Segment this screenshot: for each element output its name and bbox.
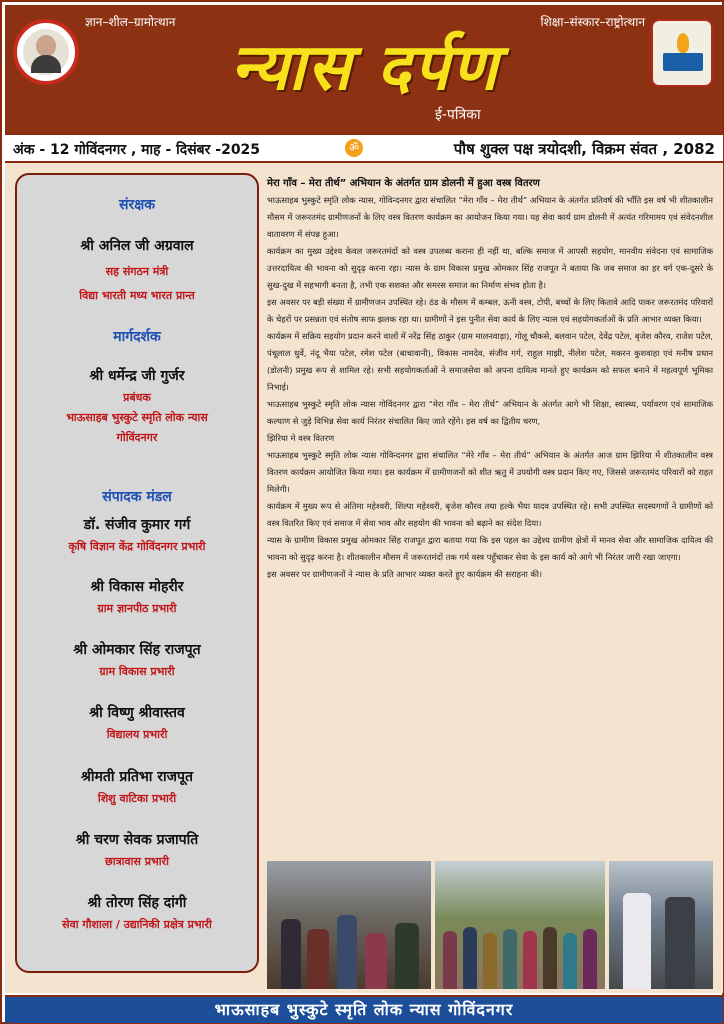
masthead	[5, 5, 723, 133]
om-icon: ॐ	[345, 139, 363, 157]
member-name: श्री ओमकार सिंह राजपूत	[73, 642, 201, 658]
footer-text: भाऊसाहब भुस्कुटे स्मृति लोक न्यास गोविंदनगर	[214, 1000, 514, 1019]
member-1	[17, 515, 257, 554]
main-article	[267, 175, 713, 845]
editorial-sidebar	[15, 173, 259, 973]
member-4	[17, 703, 257, 742]
editorial-heading: संपादक मंडल	[102, 489, 172, 505]
member-name: डॉ. संजीव कुमार गर्ग	[83, 517, 191, 533]
guide-section	[17, 327, 257, 445]
guide-role: प्रबंधक	[123, 391, 151, 404]
article-paragraph: कार्यक्रम में मुख्य रूप से अंतिमा महेश्वरी, शिल्पा महेश्वरी, बृजेश कौरव तथा हल्के भैया यादव उपस्थित रहे। सभी उपस्थित सदस्यगणों ने ग्रामीणों को वस्त्र वितरित किए एवं समाज में सेवा भाव और सहयोग की भावना को बढ़ाने का संदेश दिया।	[267, 501, 713, 528]
article-paragraph: कार्यक्रम का मुख्य उद्देश्य केवल जरूरतमंदों को वस्त्र उपलब्ध कराना ही नहीं था, बल्कि समाज में आपसी सहयोग, मानवीय संवेदना एवं सामाजिक उत्तरदायित्व की भावना को सुदृढ़ करना रहा। न्यास के ग्राम विकास प्रमुख ओमकार सिंह राजपूत ने बताया कि जब समाज का हर वर्ग एक-दूसरे के सुख-दुख में सहभागी बनता है, तभी एक सशक्त और समरस समाज का निर्माण संभव होता है।	[267, 246, 713, 290]
member-role: शिशु वाटिका प्रभारी	[97, 792, 177, 805]
member-7	[17, 893, 257, 932]
trust-logo	[13, 19, 79, 85]
member-role: कृषि विज्ञान केंद्र गोविंदनगर प्रभारी	[68, 540, 206, 553]
guide-heading: मार्गदर्शक	[113, 329, 161, 345]
member-role: छात्रावास प्रभारी	[105, 855, 169, 868]
article-paragraph: कार्यक्रम में सक्रिय सहयोग प्रदान करने वालों में नरेंद्र सिंह ठाकुर (ग्राम मालनवाड़ा), गोलू चौकसे, बलवान पटेल, देवेंद्र पटेल, बृजेश कौरव, राजेश पटेल, पंचूलाल धुर्वे, नंदू भैया पटेल, रमेश पटेल (बाचावानी), विकास नामदेव, संजीव गर्ग, राहुल माझी, नीलेश पटेल, मकरन कुशवाहा एवं मनीष प्रधान (डोलनी) प्रमुख रूप से शामिल रहे। सभी सहयोगकर्ताओं ने समाजसेवा को अपना दायित्व मानते हुए कार्यक्रम को सफल बनाने में महत्वपूर्ण भूमिका निभाई।	[267, 331, 713, 392]
patron-role: सह संगठन मंत्री	[105, 265, 169, 278]
guide-org: भाऊसाहब भुस्कुटे स्मृति लोक न्यास	[66, 411, 208, 424]
article-paragraph: भाऊसाहब भुस्कुटे स्मृति लोक न्यास गोविन्दनगर द्वारा संचालित “मेरे गाँव – मेरा तीर्थ” अभियान के अंतर्गत आज ग्राम झिरिया में शीतकालीन वस्त्र वितरण कार्यक्रम आयोजित किया गया। इस कार्यक्रम में ग्रामीणजनों को शीत ऋतु में उपयोगी वस्त्र प्रदान किए गए, जिससे जरूरतमंद परिवारों को राहत मिलेगी।	[267, 450, 713, 494]
left-tagline: ज्ञान–शील–ग्रामोत्थान	[85, 15, 176, 29]
member-name: श्री विकास मोहरीर	[90, 579, 184, 595]
article-paragraph: न्यास के ग्रामीण विकास प्रमुख ओमकार सिंह राजपूत द्वारा बताया गया कि इस पहल का उद्देश्य ग्रामीण क्षेत्रों में मानव सेवा और सामाजिक दायित्व की भावना को सुदृढ़ करना है। शीतकालीन मौसम में जरूरतमंदों तक गर्म वस्त्र पहुँचाकर सेवा के इस कार्य को आगे भी निरंतर जारी रखा जाएगा।	[267, 535, 713, 562]
editorial-heading-block	[17, 487, 257, 506]
event-photo-speech	[609, 861, 713, 989]
portrait-face-icon	[36, 35, 56, 57]
guide-place: गोविंदनगर	[116, 431, 158, 444]
member-role: सेवा गौशाला / उद्यानिकी प्रक्षेत्र प्रभारी	[62, 918, 212, 931]
patron-org: विद्या भारती मध्य भारत प्रान्त	[79, 289, 195, 302]
patron-name: श्री अनिल जी अग्रवाल	[80, 238, 194, 254]
newsletter-title: न्यास दर्पण	[230, 31, 500, 105]
patron-section	[17, 195, 257, 303]
right-tagline: शिक्षा–संस्कार–राष्ट्रोत्थान	[540, 15, 645, 29]
footer-banner	[5, 995, 723, 1023]
member-6	[17, 830, 257, 869]
member-3	[17, 640, 257, 679]
issue-number-date: अंक - 12 गोविंदनगर , माह - दिसंबर -2025	[13, 142, 261, 158]
event-photo-dolni	[267, 861, 431, 989]
member-2	[17, 577, 257, 616]
newsletter-subtitle: ई-पत्रिका	[435, 107, 481, 123]
article-paragraph: भाऊसाहब भुस्कुटे स्मृति लोक न्यास, गोविन्दनगर द्वारा संचालित “मेरा गाँव – मेरा तीर्थ” अभियान के अंतर्गत प्रतिवर्ष की भाँति इस वर्ष भी शीतकालीन मौसम में जरूरतमंद ग्रामीणजनों के लिए वस्त्र वितरण कार्यक्रम का आयोजन किया गया। यह सेवा कार्य ग्राम डोलनी में अत्यंत गरिमामय एवं संवेदनशील वातावरण में संपन्न हुआ।	[267, 195, 713, 239]
member-role: ग्राम विकास प्रभारी	[99, 665, 175, 678]
lamp-flame-icon	[677, 33, 689, 53]
guide-name: श्री धर्मेन्द्र जी गुर्जर	[89, 368, 185, 384]
content-area	[5, 163, 723, 993]
member-role: विद्यालय प्रभारी	[106, 728, 168, 741]
article-heading: मेरा गाँव – मेरा तीर्थ” अभियान के अंतर्गत ग्राम डोलनी में हुआ वस्त्र वितरण	[267, 178, 540, 189]
event-photo-jhiriya	[435, 861, 605, 989]
article-paragraph: इस अवसर पर बड़ी संख्या में ग्रामीणजन उपस्थित रहे। ठंड के मौसम में कम्बल, ऊनी वस्त्र, टोपी, बच्चों के लिए कितावे आदि पाकर जरूरतमंद परिवारों के चेहरों पर प्रसन्नता एवं संतोष साफ झलक रहा था। ग्रामीणों ने इस पुनीत सेवा कार्य के लिए न्यास एवं सहयोगकर्ताओं के प्रति आभार व्यक्त किया।	[267, 297, 713, 324]
member-role: ग्राम ज्ञानपीठ प्रभारी	[97, 602, 177, 615]
vidya-bharati-logo	[651, 19, 713, 87]
article-paragraph: इस अवसर पर ग्रामीणजनों ने न्यास के प्रति आभार व्यक्त करते हुए कार्यक्रम की सराहना की।	[267, 569, 543, 579]
photo-strip	[267, 861, 713, 989]
article-subheading: झिरिया मे वस्त्र वितरण	[267, 433, 335, 443]
patron-heading: संरक्षक	[119, 197, 155, 213]
article-paragraph: भाऊसाहब भुस्कुटे स्मृति लोक न्यास गोविंदनगर द्वारा “मेरा गाँव – मेरा तीर्थ” अभियान के अंतर्गत आगे भी शिक्षा, स्वास्थ्य, पर्यावरण एवं सामाजिक कल्याण से जुड़े विभिन्न सेवा कार्य निरंतर संचालित किए जाते रहेंगे। इस वर्ष का द्वितीय चरण,	[267, 399, 713, 426]
member-name: श्री तोरण सिंह दांगी	[87, 895, 187, 911]
member-name: श्री चरण सेवक प्रजापति	[75, 832, 199, 848]
hindu-calendar-date: पौष शुक्ल पक्ष त्रयोदशी, विक्रम संवत , 2082	[453, 140, 715, 158]
member-name: श्रीमती प्रतिभा राजपूत	[81, 769, 193, 785]
member-5	[17, 767, 257, 806]
issue-line	[5, 133, 723, 163]
book-icon	[663, 53, 703, 71]
member-name: श्री विष्णु श्रीवास्तव	[89, 705, 185, 721]
